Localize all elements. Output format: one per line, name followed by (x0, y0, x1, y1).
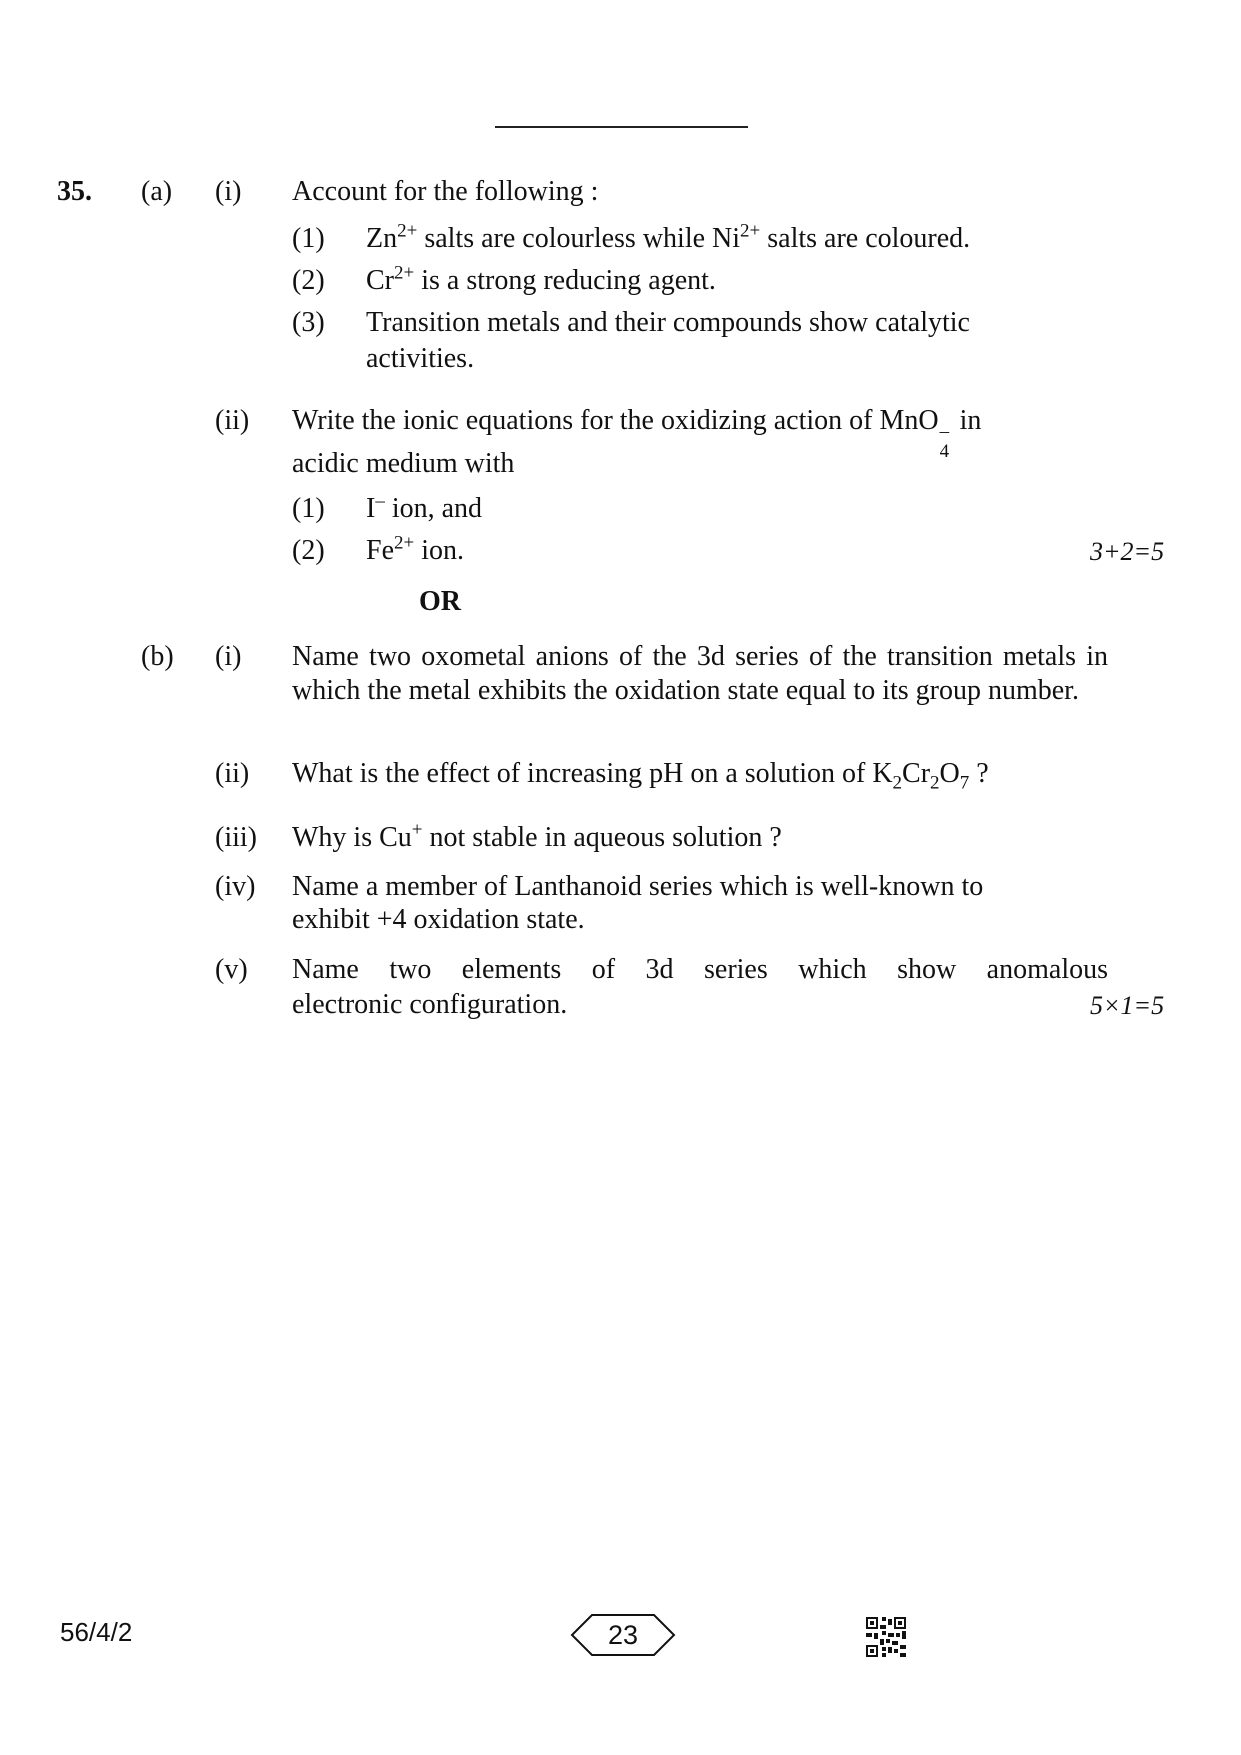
part-b-marks: 5×1=5 (1090, 991, 1165, 1020)
formula-zn: Zn (366, 223, 398, 254)
part-b-iv-label: (iv) (215, 871, 256, 902)
part-b-v-label: (v) (215, 954, 248, 985)
question-text: Why is Cu (292, 822, 412, 853)
item-a-ii-2-num: (2) (292, 535, 325, 566)
item-text-end: ion. (414, 535, 464, 566)
item-text-end: ion, and (384, 493, 483, 524)
formula-fe: Fe (366, 535, 394, 566)
item-a-ii-2-text (366, 534, 464, 568)
subscript-k: 2 (892, 772, 903, 794)
or-separator: OR (419, 586, 461, 617)
part-a-ii-stem (292, 404, 982, 462)
charge-fe: 2+ (394, 532, 415, 554)
item-a-i-3-line2: activities. (366, 343, 475, 374)
item-text-mid: salts are colourless while Ni (417, 223, 741, 254)
part-b-i-label: (i) (215, 641, 242, 672)
charge-zn: 2+ (397, 220, 418, 242)
item-text-end: is a strong reducing agent. (414, 265, 716, 296)
item-a-i-3-num: (3) (292, 307, 325, 338)
subscript-o: 7 (959, 772, 970, 794)
part-b-v-line1: Name two elements of 3d series which show anomalous (292, 954, 1108, 985)
charge-ni: 2+ (740, 220, 761, 242)
part-b-label: (b) (141, 641, 174, 672)
part-b-iii-text (292, 821, 782, 855)
question-mark: ? (969, 758, 989, 789)
item-a-ii-1-text (366, 492, 482, 526)
item-a-i-2-text (366, 264, 716, 298)
part-b-ii-label: (ii) (215, 758, 250, 789)
part-a-ii-label: (ii) (215, 405, 250, 436)
subscript-cr: 2 (930, 772, 940, 794)
formula-i: I (366, 493, 376, 524)
part-b-iv-line1: Name a member of Lanthanoid series which is well-known to (292, 871, 984, 902)
part-b-ii-text (292, 757, 989, 794)
item-a-ii-1-num: (1) (292, 493, 325, 524)
item-a-i-3-line1: Transition metals and their compounds show catalytic (366, 307, 970, 338)
item-a-i-2-num: (2) (292, 265, 325, 296)
part-a-ii-stem-line2: acidic medium with (292, 448, 515, 479)
subscript-mno4: 4 (939, 441, 950, 462)
charge-i: – (375, 490, 385, 512)
item-a-i-1-num: (1) (292, 223, 325, 254)
part-b-i-text: Name two oxometal anions of the 3d series of the transition metals in which the metal exhibits the oxidation state equal to its group number. (292, 641, 1108, 706)
page-number-badge (570, 1613, 676, 1657)
item-a-i-1-text (366, 222, 970, 256)
part-b-iii-label: (iii) (215, 822, 257, 853)
charge-cr: 2+ (394, 262, 415, 284)
paper-code: 56/4/2 (60, 1617, 133, 1647)
part-a-i-stem: Account for the following : (292, 176, 599, 207)
part-b-v-line2: electronic configuration. (292, 989, 568, 1020)
question-number: 35. (57, 176, 92, 207)
stem-end: in (952, 405, 982, 436)
item-text-end: salts are coloured. (760, 223, 971, 254)
stem-text: Write the ionic equations for the oxidizing action of MnO (292, 405, 939, 436)
qr-code-icon (866, 1617, 906, 1657)
page-number: 23 (607, 1620, 639, 1650)
charge-mno4: – (939, 421, 950, 442)
part-b-iv-line2: exhibit +4 oxidation state. (292, 904, 585, 935)
formula-cr: Cr (366, 265, 394, 296)
part-a-label: (a) (141, 176, 173, 207)
question-text: What is the effect of increasing pH on a solution of K (292, 758, 893, 789)
formula-o: O (939, 758, 960, 789)
part-a-marks: 3+2=5 (1090, 537, 1165, 566)
top-divider (495, 126, 748, 128)
part-a-i-label: (i) (215, 176, 242, 207)
charge-cu: + (411, 819, 423, 841)
question-text-end: not stable in aqueous solution ? (422, 822, 782, 853)
formula-cr: Cr (902, 758, 931, 789)
